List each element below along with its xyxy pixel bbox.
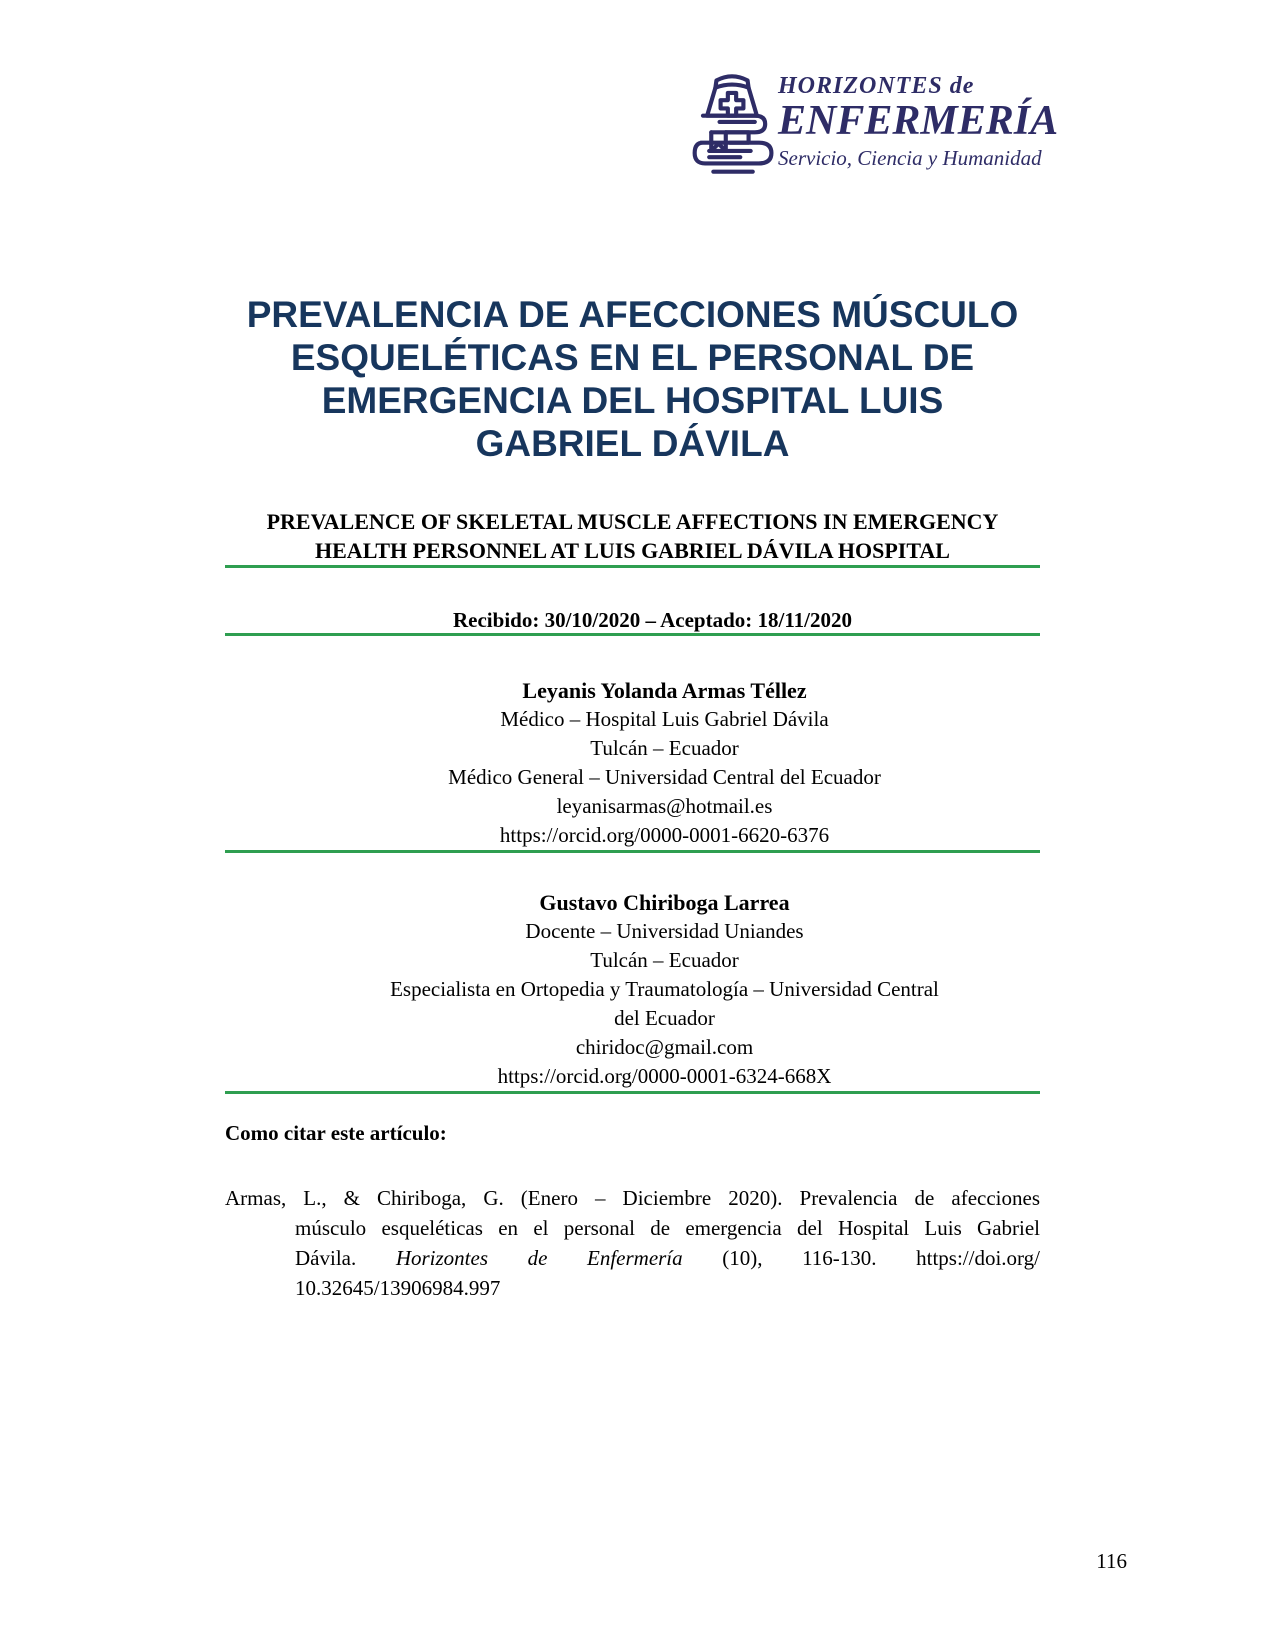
separator-rule <box>225 850 1040 853</box>
citation-text: 10.32645/13906984.997 <box>295 1276 501 1300</box>
nurse-cap-books-logo-icon <box>688 68 776 180</box>
author-detail-line: chiridoc@gmail.com <box>575 1035 754 1059</box>
citation-text: Armas, L., & Chiriboga, G. (Enero – Diciembre 2020). Prevalencia de afecciones <box>225 1186 1040 1210</box>
citation-line <box>225 1243 1040 1273</box>
author-detail-line: Especialista en Ortopedia y Traumatología – Universidad Central <box>390 977 939 1001</box>
received-accepted-dates: Recibido: 30/10/2020 – Aceptado: 18/11/2020 <box>453 608 852 632</box>
separator-rule <box>225 633 1040 636</box>
title-line: ESQUELÉTICAS EN EL PERSONAL DE <box>290 337 975 378</box>
author-detail-line: Médico – Hospital Luis Gabriel Dávila <box>500 707 829 731</box>
author-detail-line: https://orcid.org/0000-0001-6324-668X <box>497 1064 832 1088</box>
article-title-spanish <box>225 293 1040 465</box>
author-details <box>289 917 1040 1091</box>
article-title-english <box>225 507 1040 565</box>
citation-text: (10), 116-130. https://doi.org/ <box>682 1246 1040 1270</box>
citation-journal-name: Horizontes de Enfermería <box>395 1246 683 1270</box>
logo-title-large: ENFERMERÍA <box>778 98 1059 144</box>
author-detail-line: Médico General – Universidad Central del Ecuador <box>448 765 881 789</box>
author-block-2 <box>225 888 1040 1091</box>
author-detail-line: https://orcid.org/0000-0001-6620-6376 <box>499 823 830 847</box>
author-name: Leyanis Yolanda Armas Téllez <box>522 678 807 703</box>
citation-line <box>225 1183 1040 1213</box>
citation-text: músculo esqueléticas en el personal de emergencia del Hospital Luis Gabriel <box>295 1216 1040 1240</box>
page-number: 116 <box>1096 1549 1127 1573</box>
citation-line <box>225 1213 1040 1243</box>
logo-title-small: HORIZONTES de <box>778 73 975 99</box>
author-name: Gustavo Chiriboga Larrea <box>539 890 790 915</box>
author-detail-line: Tulcán – Ecuador <box>590 948 739 972</box>
title-line: EMERGENCIA DEL HOSPITAL LUIS <box>321 380 944 421</box>
author-block-1 <box>225 676 1040 850</box>
author-detail-line: Docente – Universidad Uniandes <box>525 919 804 943</box>
logo-tagline: Servicio, Ciencia y Humanidad <box>778 146 1042 170</box>
citation-text: Dávila. <box>295 1246 396 1270</box>
title-line: GABRIEL DÁVILA <box>475 423 790 464</box>
author-details <box>289 705 1040 850</box>
separator-rule <box>225 1091 1040 1094</box>
how-to-cite-heading: Como citar este artículo: <box>225 1121 447 1145</box>
subtitle-line: HEALTH PERSONNEL AT LUIS GABRIEL DÁVILA HOSPITAL <box>315 538 950 563</box>
article-front-matter <box>225 0 1040 1303</box>
author-detail-line: del Ecuador <box>614 1006 715 1030</box>
separator-rule <box>225 565 1040 568</box>
title-line: PREVALENCIA DE AFECCIONES MÚSCULO <box>246 294 1019 335</box>
author-detail-line: leyanisarmas@hotmail.es <box>556 794 773 818</box>
journal-logo <box>688 54 1058 180</box>
author-detail-line: Tulcán – Ecuador <box>590 736 739 760</box>
citation-line <box>225 1273 1040 1303</box>
subtitle-line: PREVALENCE OF SKELETAL MUSCLE AFFECTIONS IN EMERGENCY <box>266 509 999 534</box>
citation-paragraph <box>225 1183 1040 1303</box>
